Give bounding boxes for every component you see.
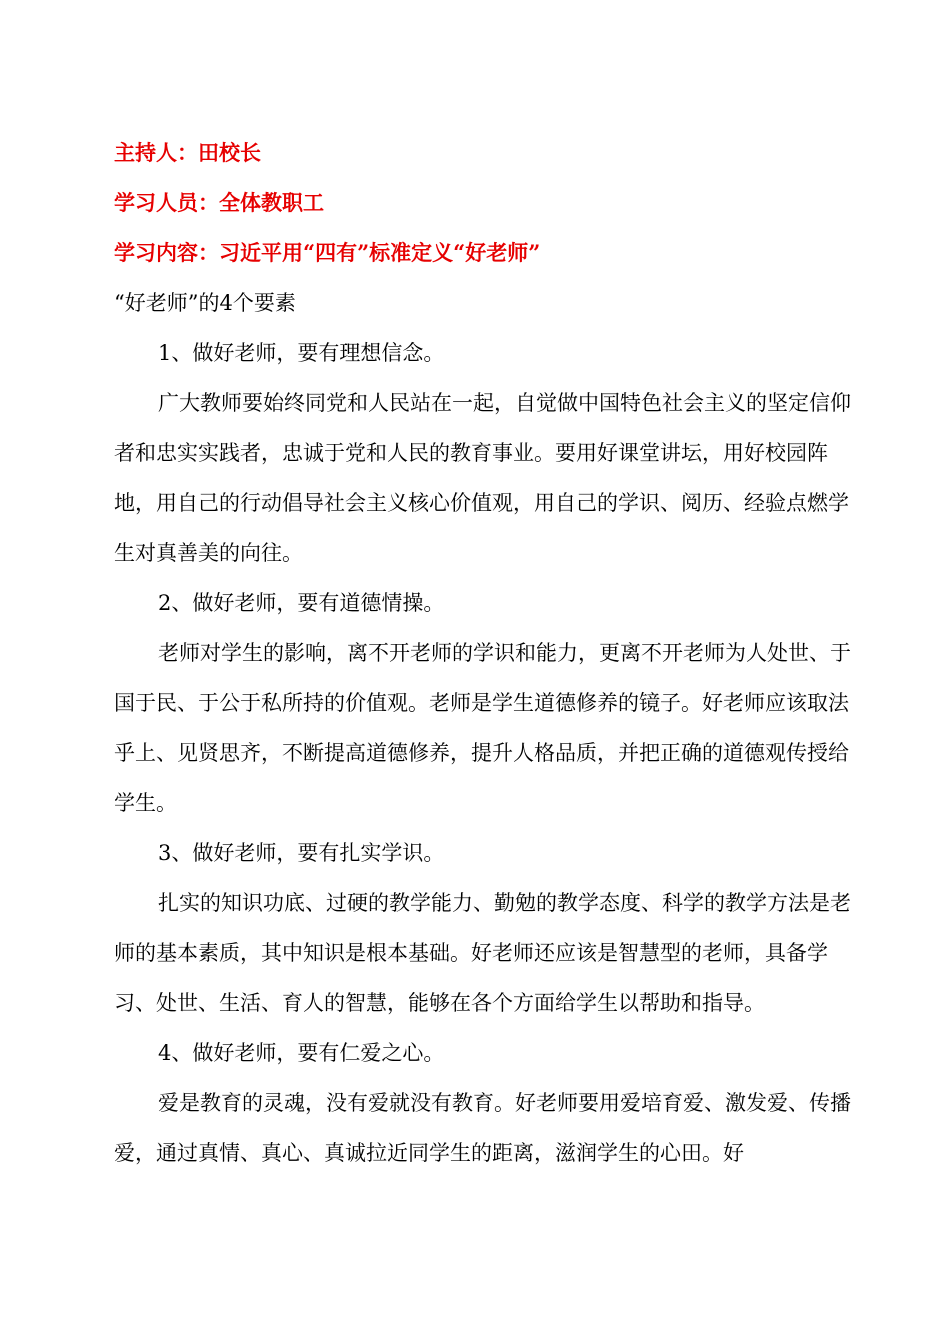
section-heading-3: 3、做好老师，要有扎实学识。 (158, 841, 445, 865)
study-content-line: 学习内容：习近平用“四有”标准定义“好老师” (114, 240, 541, 265)
host-line: 主持人：田校长 (114, 140, 261, 165)
section-body-3: 扎实的知识功底、过硬的教学能力、勤勉的教学态度、科学的教学方法是老师的基本素质，其中知识是根本基础。好老师还应该是智慧型的老师，具备学习、处世、生活、育人的智慧，能够在各个方面给学生以帮助和指导。 (114, 891, 851, 1015)
document-subtitle: “好老师”的4个要素 (114, 291, 296, 315)
section-heading-2: 2、做好老师，要有道德情操。 (158, 591, 445, 615)
section-heading-4: 4、做好老师，要有仁爱之心。 (158, 1041, 445, 1065)
section-body-2: 老师对学生的影响，离不开老师的学识和能力，更离不开老师为人处世、于国于民、于公于私所持的价值观。老师是学生道德修养的镜子。好老师应该取法乎上、见贤思齐，不断提高道德修养，提升人格品质，并把正确的道德观传授给学生。 (114, 641, 851, 815)
section-body-4: 爱是教育的灵魂，没有爱就没有教育。好老师要用爱培育爱、激发爱、传播爱，通过真情、真心、真诚拉近同学生的距离，滋润学生的心田。好 (114, 1091, 851, 1165)
participants-line: 学习人员：全体教职工 (114, 190, 324, 215)
section-body-1: 广大教师要始终同党和人民站在一起，自觉做中国特色社会主义的坚定信仰者和忠实实践者，忠诚于党和人民的教育事业。要用好课堂讲坛，用好校园阵地，用自己的行动倡导社会主义核心价值观，用自己的学识、阅历、经验点燃学生对真善美的向往。 (114, 391, 851, 565)
document-page (114, 128, 854, 1178)
section-heading-1: 1、做好老师，要有理想信念。 (158, 341, 445, 365)
